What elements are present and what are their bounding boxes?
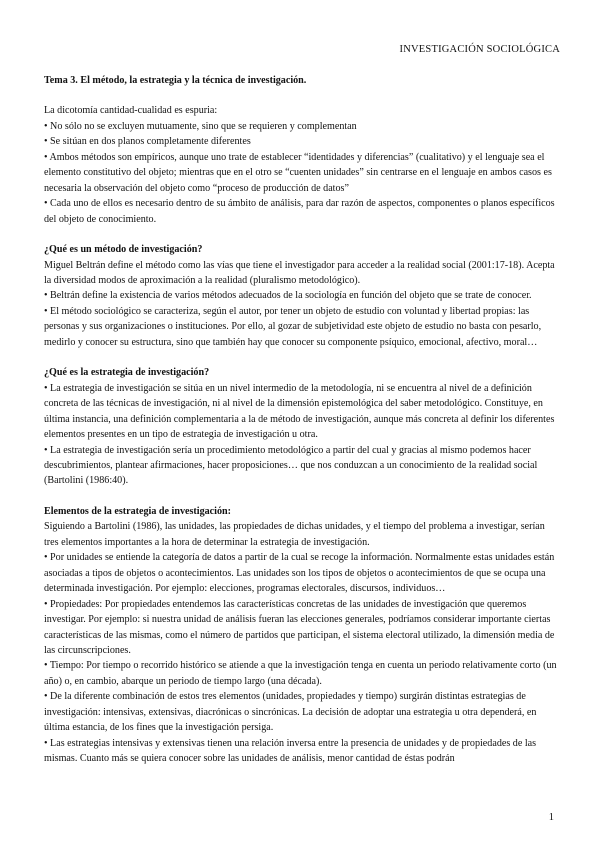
elements-bullet: • Las estrategias intensivas y extensivas tienen una relación inversa entre la presencia de unidades y de propiedades de las mismas. Cuanto más se quiera conocer sobre las unidades de análisis, menor cantidad de éstas podrán (44, 737, 537, 765)
elements-lead: Siguiendo a Bartolini (1986), las unidades, las propiedades de dichas unidades, y el tiempo del problema a investigar, serían tres elementos importantes a la hora de determinar la estrategia de investigación. (44, 521, 545, 548)
elements-bullet: • Por unidades se entiende la categoría de datos a partir de la cual se recoge la información. Normalmente estas unidades están asociadas a tipos de objetos o acontecimientos. Las unidades son los tipos de objetos o acontecimientos de que se ocupa una determinada investigación. Por ejemplo: elecciones, programas electorales, discursos, individuos… (44, 552, 555, 595)
page-number: 1 (548, 812, 554, 823)
section-heading-strategy: ¿Qué es la estrategia de investigación? (44, 367, 210, 379)
method-lead: Miguel Beltrán define el método como las vías que tiene el investigador para acceder a la realidad social (2001:17-18). Acepta la diversidad modos de aproximación a la realidad (pluralismo metodológico). (44, 259, 555, 286)
intro-bullet: • Se sitúan en dos planos completamente diferentes (44, 136, 251, 148)
section-heading-elements: Elementos de la estrategia de investigación: (44, 505, 231, 517)
strategy-bullet: • La estrategia de investigación se sitúa en un nivel intermedio de la metodología, ni se encuentra al nivel de a definición concreta de las técnicas de investigación, ni al nivel de la dimensión epistemológica del saber metodológico. Constituye, en última instancia, una definición complementaria a la de método de investigación, aunque más concreta al definir los diferentes elementos presentes en un tipo de estrategia de investigación u otra. (44, 382, 555, 441)
method-bullet: • Beltrán define la existencia de varios métodos adecuados de la sociología en función del objeto que se trate de conocer. (44, 290, 532, 302)
elements-bullet: • De la diferente combinación de estos tres elementos (unidades, propiedades y tiempo) surgirán distintas estrategias de investigación: intensivas, extensivas, diacrónicas o sincrónicas. La decisión de adoptar una estrategia u otra dependerá, en última estancia, de los fines que la investigación persiga. (44, 691, 537, 734)
document-title: Tema 3. El método, la estrategia y la técnica de investigación. (44, 75, 307, 86)
section-heading-method: ¿Qué es un método de investigación? (44, 244, 203, 256)
strategy-bullet: • La estrategia de investigación sería un procedimiento metodológico a partir del cual y gracias al mismo podemos hacer descubrimientos, plantear afirmaciones, hacer proposiciones… que nos conduzcan a un conocimiento de la realidad social (Bartolini (1986:40). (44, 444, 538, 487)
intro-bullet: • Ambos métodos son empíricos, aunque uno trate de establecer “identidades y diferencias” (cualitativo) y el lenguaje sea el elemento constitutivo del objeto; mientras que en el otro se “cuenten unidades” sin centrarse en el lenguaje en ambos casos es necesaria la observación del objeto como “proceso de producción de datos” (44, 151, 552, 194)
intro-lead: La dicotomía cantidad-cualidad es espuria: (44, 105, 218, 117)
elements-bullet: • Propiedades: Por propiedades entendemos las características concretas de las unidades de investigación que queremos investigar. Por ejemplo: si nuestra unidad de análisis fueran las elecciones generales, podríamos considerar importante ciertas características de las mismas, como el número de partidos que participan, el sistema electoral utilizado, la dimensión media de las circunscripciones. (44, 598, 555, 656)
intro-bullet: • No sólo no se excluyen mutuamente, sino que se requieren y complementan (44, 120, 357, 132)
method-bullet: • El método sociológico se caracteriza, según el autor, por tener un objeto de estudio con voluntad y libertad propias: las personas y sus organizaciones o instituciones. Por ello, al gozar de subjetividad este objeto de estudio no basta con pesarlo, medirlo y conocer su estructura, sino que también hay que conocer su componente psíquico, emocional, afectivo, moral… (44, 305, 542, 348)
elements-bullet: • Tiempo: Por tiempo o recorrido histórico se atiende a que la investigación tenga en cuenta un periodo relativamente corto (un año) o, en cambio, abarque un periodo de tiempo largo (una década). (44, 660, 557, 687)
intro-bullet: • Cada uno de ellos es necesario dentro de su ámbito de análisis, para dar razón de aspectos, componentes o planos específicos del objeto de conocimiento. (44, 198, 555, 225)
running-header: INVESTIGACIÓN SOCIOLÓGICA (399, 44, 560, 55)
document-body (44, 73, 560, 767)
